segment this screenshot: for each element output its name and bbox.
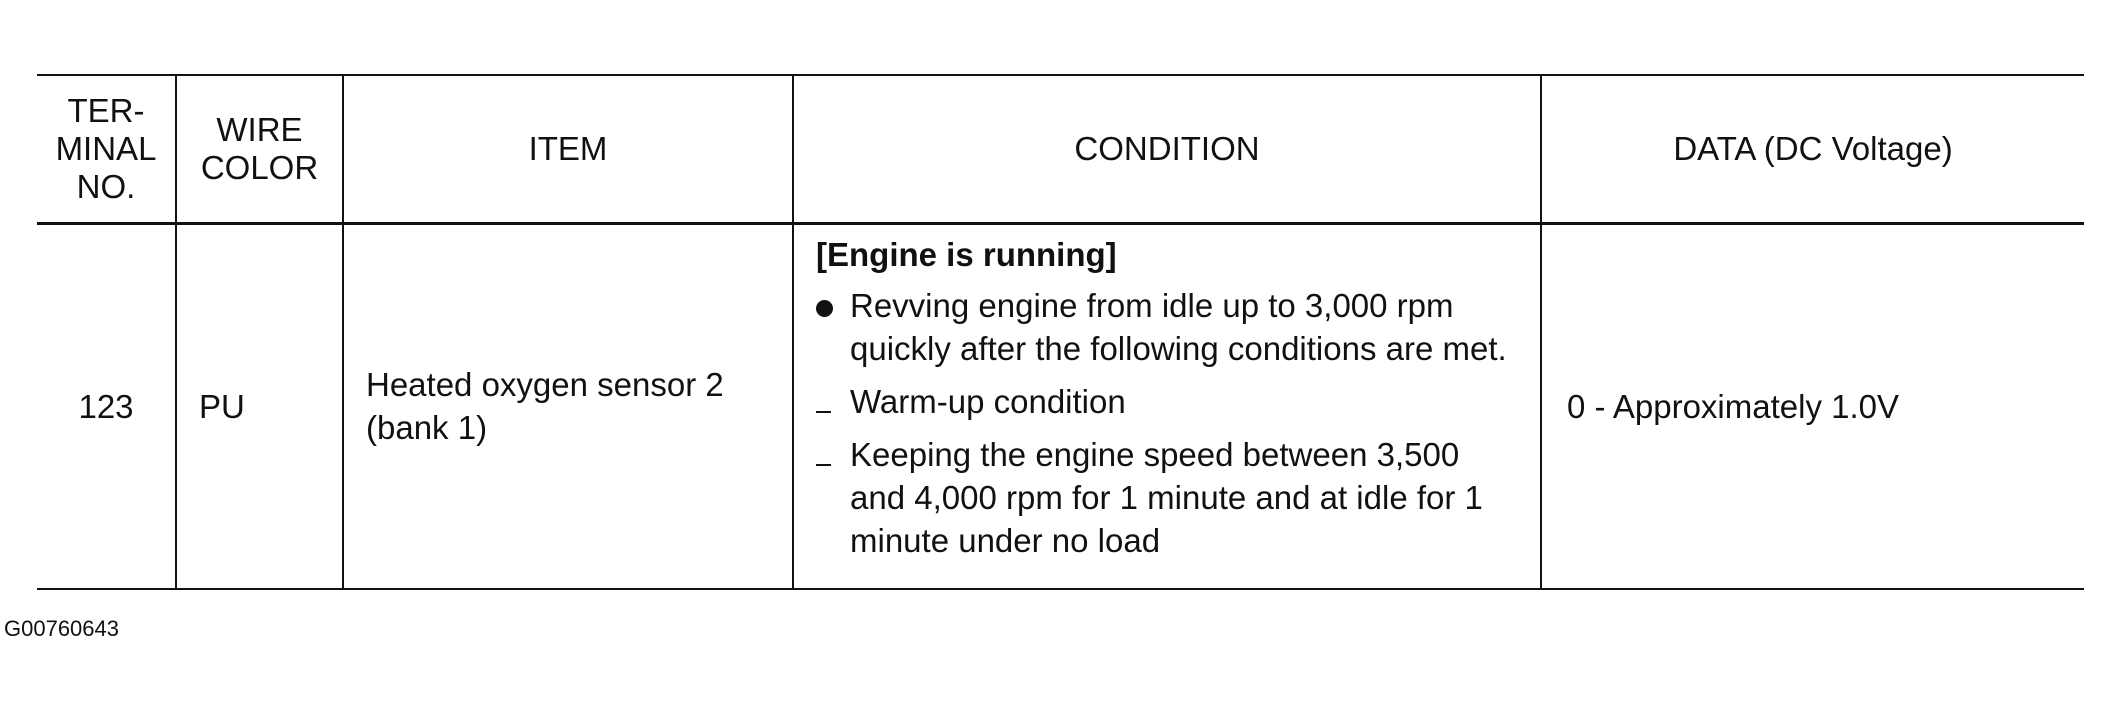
condition-line: quickly after the following conditions are met. <box>850 329 1507 367</box>
dash-icon <box>816 464 831 466</box>
condition-bullet-item <box>816 284 1530 370</box>
header-item: ITEM <box>343 75 793 223</box>
condition-line: Revving engine from idle up to 3,000 rpm <box>850 286 1454 324</box>
terminal-data-table <box>37 74 2084 590</box>
header-wire-color <box>176 75 343 223</box>
condition-cell <box>793 223 1541 589</box>
header-terminal-line: NO. <box>76 167 136 205</box>
figure-id-label: G00760643 <box>4 616 119 641</box>
header-terminal-line: TER- <box>67 91 145 129</box>
condition-line: minute under no load <box>850 521 1161 559</box>
header-wire-line: WIRE <box>216 110 303 148</box>
header-data: DATA (DC Voltage) <box>1541 75 2084 223</box>
condition-line: Warm-up condition <box>850 382 1126 420</box>
item-line: (bank 1) <box>366 409 488 447</box>
bullet-dot-icon <box>816 300 833 317</box>
item-line: Heated oxygen sensor 2 <box>366 366 724 404</box>
header-terminal-no <box>37 75 176 223</box>
item-cell <box>343 223 793 589</box>
table-header-row <box>37 75 2084 223</box>
condition-line: and 4,000 rpm for 1 minute and at idle for 1 <box>850 478 1483 516</box>
header-condition: CONDITION <box>793 75 1541 223</box>
condition-line: Keeping the engine speed between 3,500 <box>850 435 1460 473</box>
table-row <box>37 223 2084 589</box>
header-terminal-line: MINAL <box>55 129 157 167</box>
terminal-number-cell: 123 <box>37 223 176 589</box>
wire-color-cell: PU <box>176 223 343 589</box>
condition-dash-item <box>816 433 1530 562</box>
header-wire-line: COLOR <box>200 148 319 186</box>
dash-icon <box>816 411 831 413</box>
condition-heading: [Engine is running] <box>816 235 1117 273</box>
condition-dash-item <box>816 380 1530 423</box>
data-voltage-cell: 0 - Approximately 1.0V <box>1541 223 2084 589</box>
